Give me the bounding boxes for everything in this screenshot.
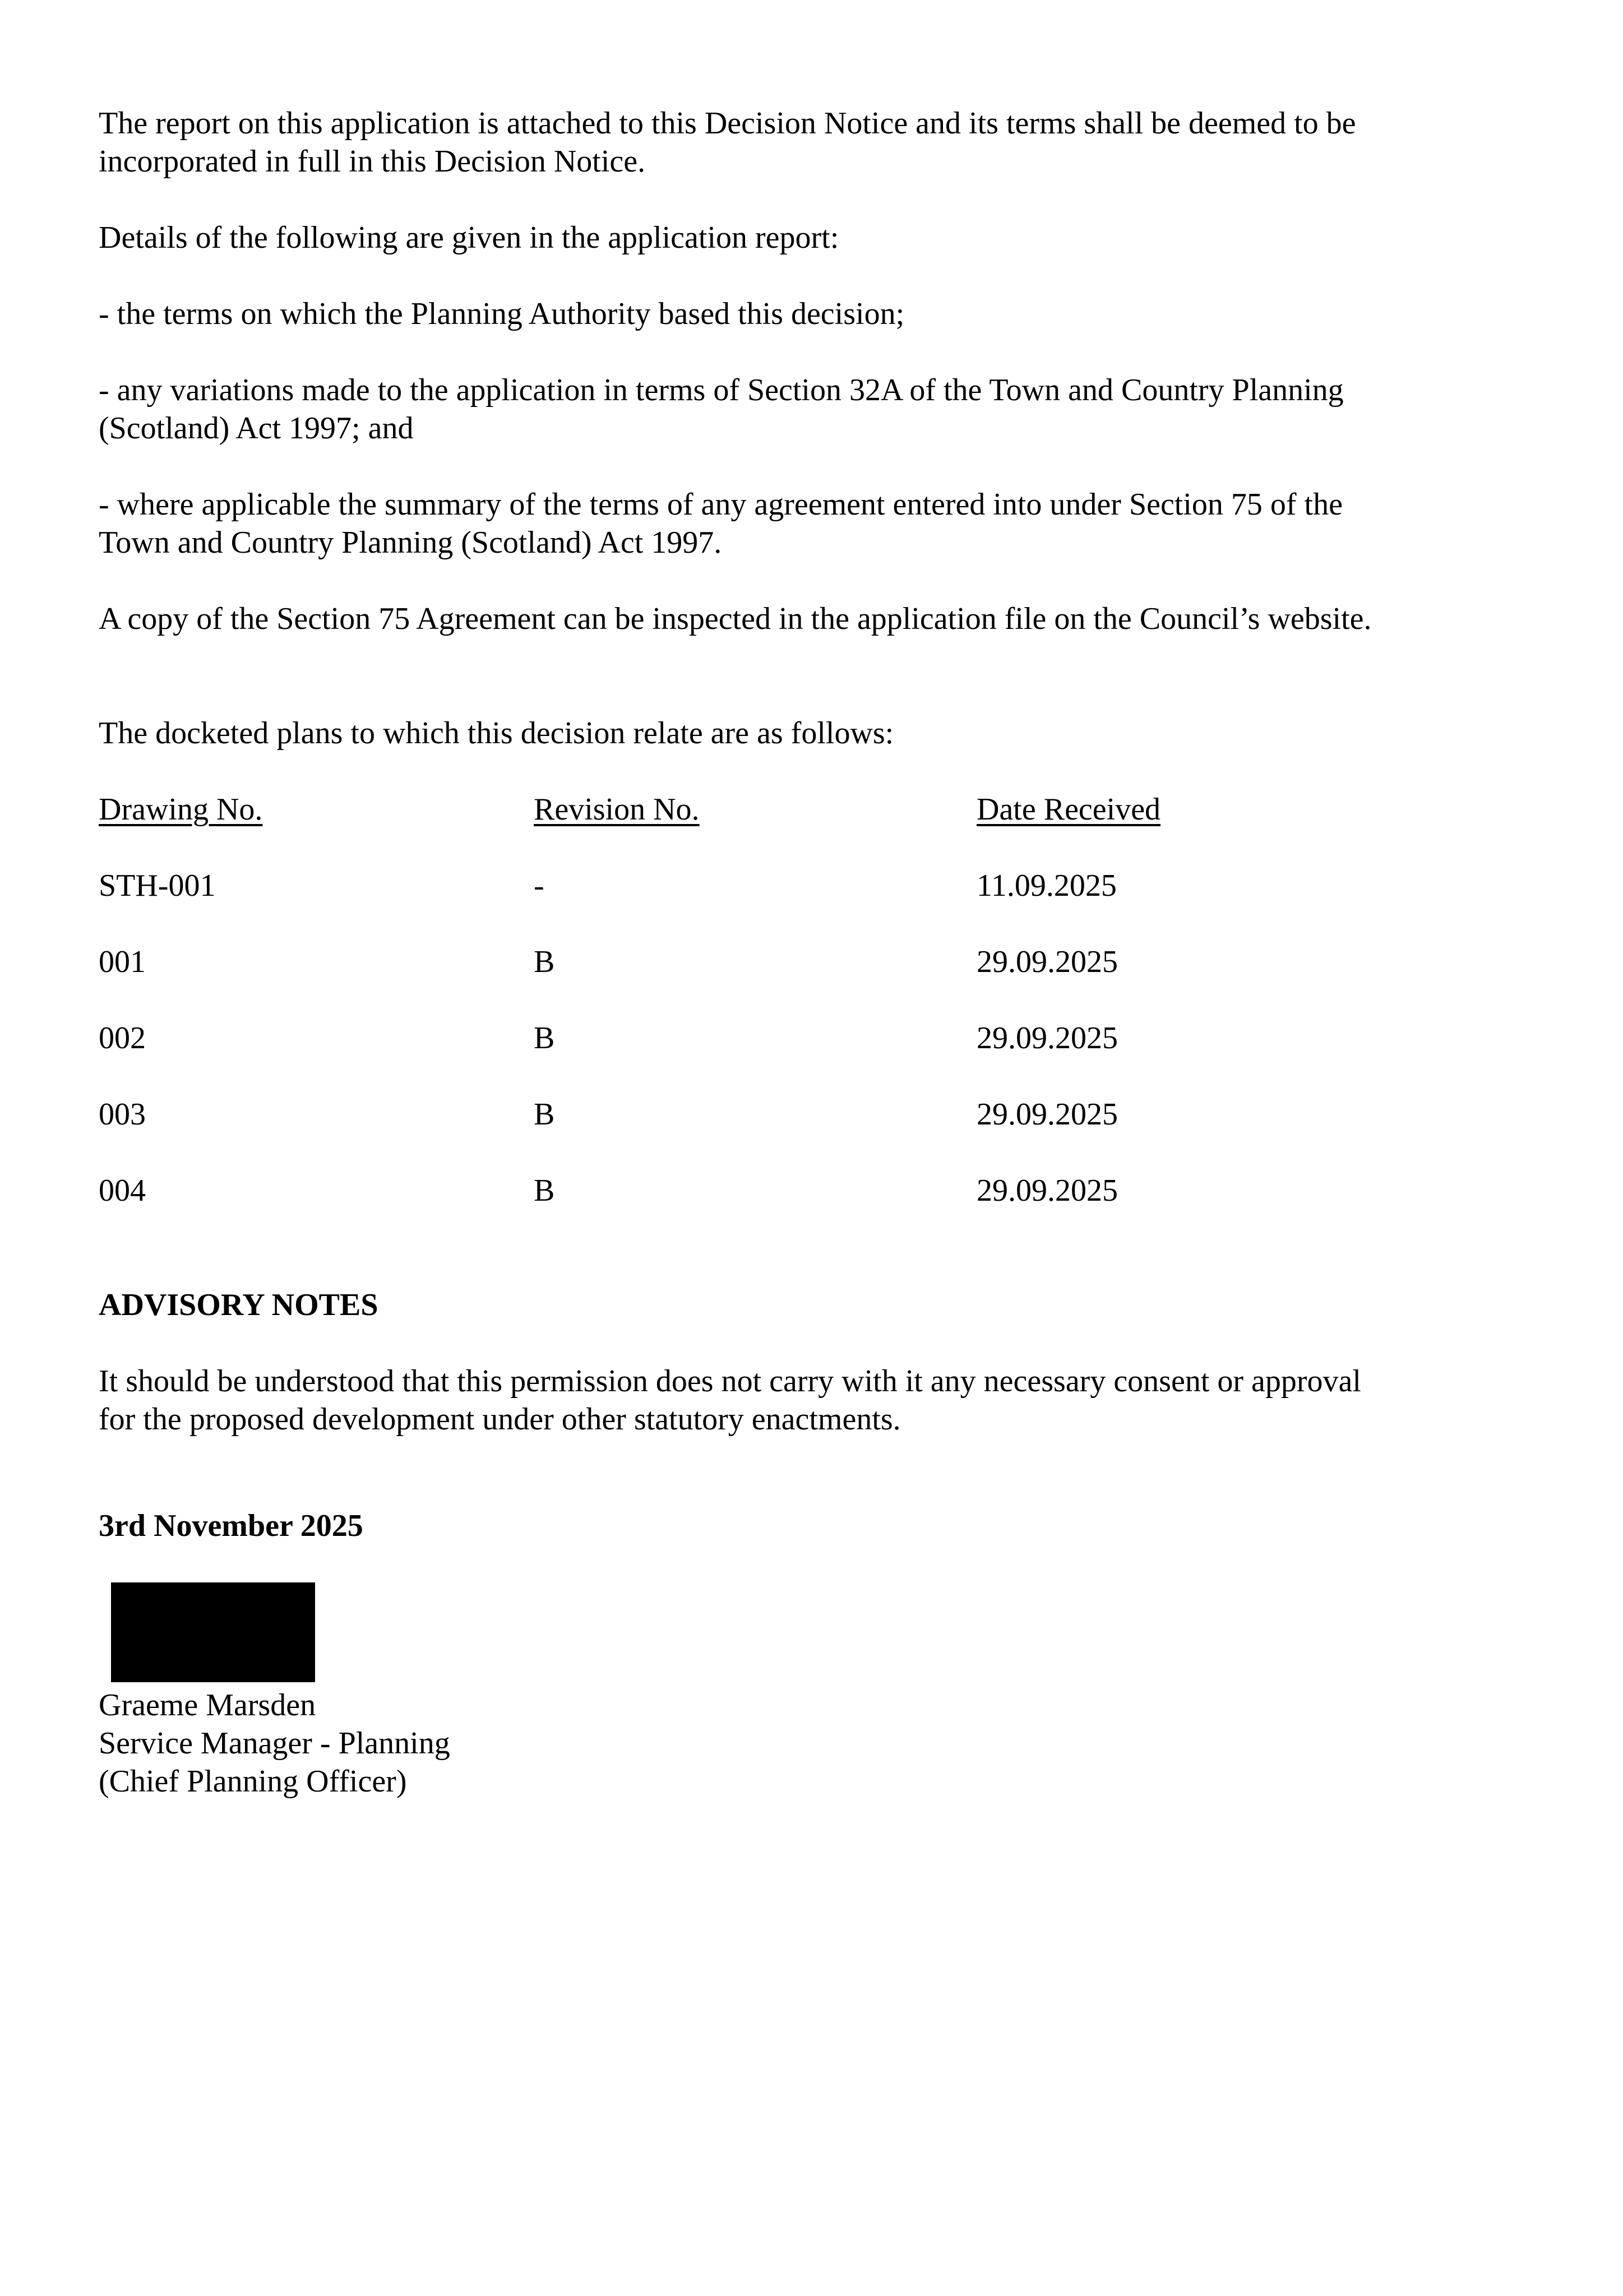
- advisory-notes-text: It should be understood that this permission does not carry with it any necessary consent or approval for the proposed development under other statutory enactments.: [99, 1364, 1361, 1437]
- docketed-plans-intro: The docketed plans to which this decision relate are as follows:: [99, 716, 894, 751]
- table-row-drawing: 001: [99, 945, 146, 979]
- signatory-title: Service Manager - Planning: [99, 1726, 450, 1761]
- signoff-date: 3rd November 2025: [99, 1508, 363, 1543]
- table-row-drawing: STH-001: [99, 868, 216, 903]
- advisory-notes-heading: ADVISORY NOTES: [99, 1288, 378, 1322]
- signatory-role: (Chief Planning Officer): [99, 1764, 407, 1799]
- bullet-summary: - where applicable the summary of the terms of any agreement entered into under Section 75 of the Town and Country Planning (Scotland) Act 1997.: [99, 487, 1343, 560]
- table-row-revision: B: [534, 945, 555, 979]
- redacted-signature: [111, 1582, 315, 1682]
- copy-section75-paragraph: A copy of the Section 75 Agreement can be inspected in the application file on the Council’s website.: [99, 601, 1372, 636]
- bullet-terms: - the terms on which the Planning Authority based this decision;: [99, 297, 905, 331]
- details-intro-paragraph: Details of the following are given in the application report:: [99, 220, 839, 255]
- table-row-drawing: 002: [99, 1021, 146, 1056]
- table-row-date: 29.09.2025: [977, 1021, 1118, 1056]
- header-drawing-no: Drawing No.: [99, 792, 263, 827]
- table-row-revision: -: [534, 868, 544, 903]
- table-row-date: 29.09.2025: [977, 1097, 1118, 1132]
- header-revision-no: Revision No.: [534, 792, 700, 827]
- bullet-variations: - any variations made to the application in terms of Section 32A of the Town and Country Planning (Scotland) Act 1997; and: [99, 373, 1344, 446]
- table-row-date: 29.09.2025: [977, 945, 1118, 979]
- signatory-name: Graeme Marsden: [99, 1688, 316, 1723]
- table-row-date: 11.09.2025: [977, 868, 1117, 903]
- table-row-drawing: 004: [99, 1173, 146, 1208]
- header-date-received: Date Received: [977, 792, 1161, 827]
- table-row-revision: B: [534, 1097, 555, 1132]
- table-row-date: 29.09.2025: [977, 1173, 1118, 1208]
- table-row-drawing: 003: [99, 1097, 146, 1132]
- report-attached-paragraph: The report on this application is attached to this Decision Notice and its terms shall be deemed to be incorporated in full in this Decision Notice.: [99, 106, 1356, 179]
- table-row-revision: B: [534, 1173, 555, 1208]
- table-row-revision: B: [534, 1021, 555, 1056]
